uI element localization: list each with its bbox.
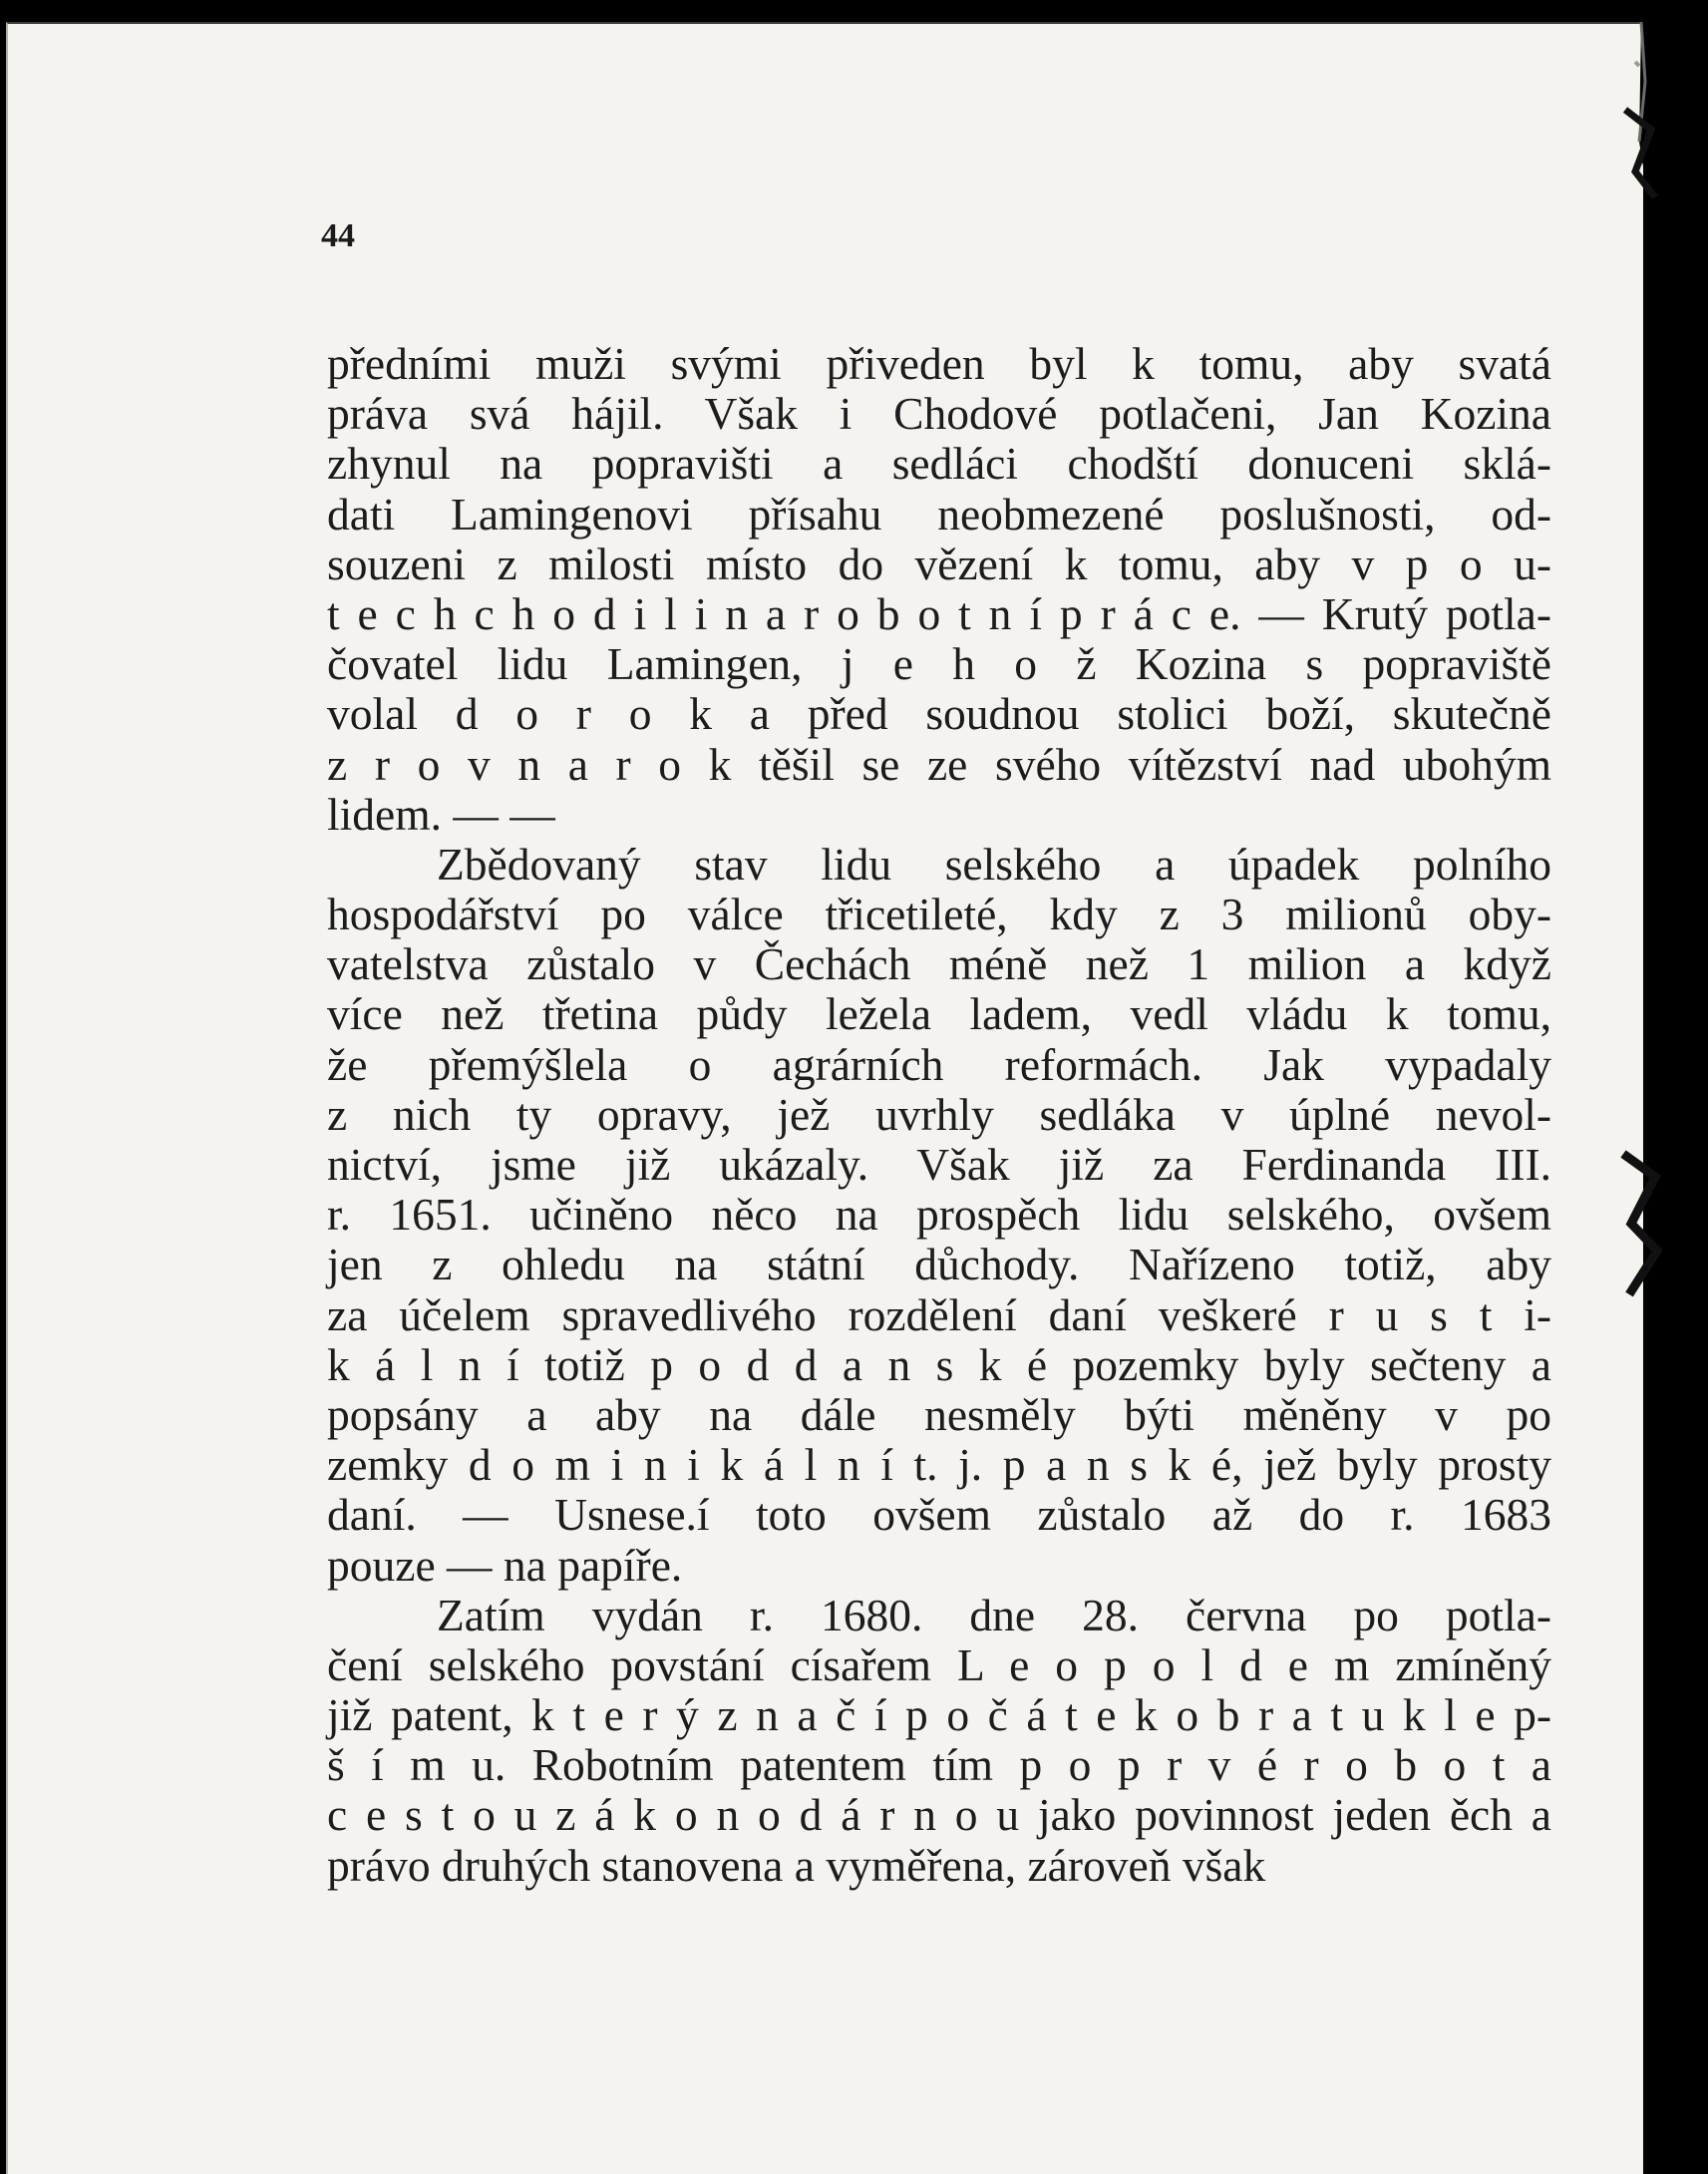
text-line: zemky d o m i n i k á l n í t. j. p a n s k é, jež byly prosty <box>327 1439 1551 1491</box>
paragraph <box>327 840 1551 1591</box>
text-line: z r o v n a r o k těšil se ze svého vítězství nad ubohým <box>327 738 1551 790</box>
text-line: vatelstva zůstalo v Čechách méně než 1 milion a když <box>327 938 1551 990</box>
text-line: jen z ohledu na státní důchody. Nařízeno totiž, aby <box>327 1239 1551 1290</box>
body-text <box>327 339 1551 1891</box>
text-line: čení selského povstání císařem L e o p o l d e m zmíněný <box>327 1638 1551 1690</box>
text-line: nictví, jsme již ukázaly. Však již za Ferdinanda III. <box>327 1139 1551 1190</box>
text-line: z nich ty opravy, jež uvrhly sedláka v úplné nevol- <box>327 1088 1551 1140</box>
text-line: k á l n í totiž p o d d a n s k é pozemky byly sečteny a <box>327 1338 1551 1390</box>
text-line: právo druhých stanovena a vyměřena, zároveň však <box>327 1839 1266 1891</box>
text-line: pouze — na papíře. <box>327 1539 683 1591</box>
text-line: volal d o r o k a před soudnou stolici boží, skutečně <box>327 688 1551 740</box>
text-line: t e c h c h o d i l i n a r o b o t n í p r á c e. — Krutý potla- <box>327 587 1551 639</box>
text-line: předními muži svými přiveden byl k tomu, aby svatá <box>327 338 1551 389</box>
torn-page-edge <box>1595 22 1708 2174</box>
text-line: za účelem spravedlivého rozdělení daní veškeré r u s t i- <box>327 1288 1551 1340</box>
text-line: že přemýšlela o agrárních reformách. Jak vypadaly <box>327 1038 1551 1090</box>
text-line: souzeni z milosti místo do vězení k tomu, aby v p o u- <box>327 538 1551 589</box>
page-number: 44 <box>321 217 355 254</box>
text-line: daní. — Usnese.í toto ovšem zůstalo až do r. 1683 <box>327 1489 1551 1541</box>
text-line: hospodářství po válce třicetileté, kdy z 3 milionů oby- <box>327 889 1551 940</box>
text-line: r. 1651. učiněno něco na prospěch lidu selského, ovšem <box>327 1189 1551 1241</box>
paragraph <box>327 339 1551 840</box>
text-line: více než třetina půdy ležela ladem, vedl vládu k tomu, <box>327 988 1551 1040</box>
text-line: Zatím vydán r. 1680. dne 28. června po potla- <box>437 1589 1551 1640</box>
text-line: Zbědovaný stav lidu selského a úpadek polního <box>437 838 1551 890</box>
text-line: práva svá hájil. Však i Chodové potlačeni, Jan Kozina <box>327 388 1551 440</box>
paragraph <box>327 1591 1551 1891</box>
text-line: c e s t o u z á k o n o d á r n o u jako povinnost jeden ěch a <box>327 1789 1551 1841</box>
text-line: lidem. — — <box>327 788 555 840</box>
text-line: čovatel lidu Lamingen, j e h o ž Kozina s popraviště <box>327 638 1551 690</box>
text-line: již patent, k t e r ý z n a č í p o č á t e k o b r a t u k l e p- <box>327 1689 1551 1741</box>
text-line: zhynul na popravišti a sedláci chodští donuceni sklá- <box>327 438 1551 490</box>
text-line: š í m u. Robotním patentem tím p o p r v é r o b o t a <box>327 1739 1551 1791</box>
text-line: popsány a aby na dále nesměly býti měněny v po <box>327 1388 1551 1440</box>
text-line: dati Lamingenovi přísahu neobmezené poslušnosti, od- <box>327 488 1551 540</box>
